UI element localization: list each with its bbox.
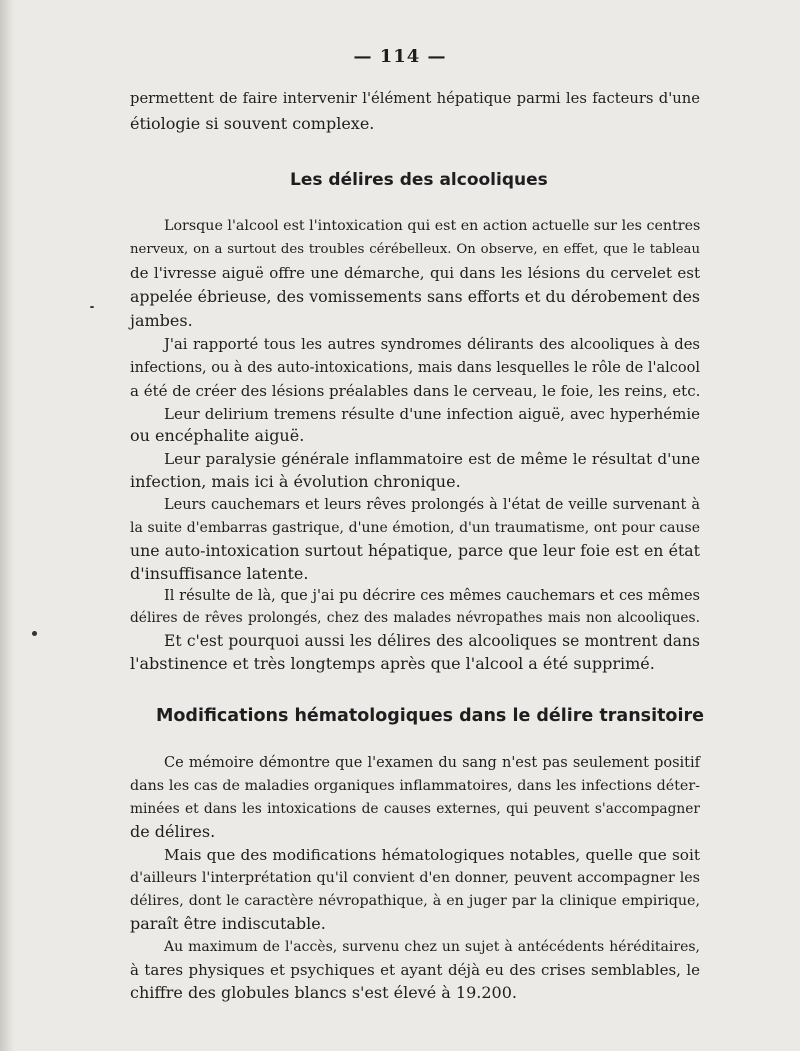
text-line: infection, mais ici à évolution chronique. bbox=[130, 472, 461, 491]
text-line: dans les cas de maladies organiques inflammatoires, dans les infections déter- bbox=[130, 778, 700, 794]
text-line: ou encéphalite aiguë. bbox=[130, 426, 305, 445]
text-line: Il résulte de là, que j'ai pu décrire ces mêmes cauchemars et ces mêmes bbox=[164, 588, 700, 604]
text-line: minées et dans les intoxications de causes externes, qui peuvent s'accompagner bbox=[130, 801, 700, 817]
text-line: la suite d'embarras gastrique, d'une émotion, d'un traumatisme, ont pour cause bbox=[130, 520, 700, 536]
text-line: Leur paralysie générale inflammatoire est de même le résultat d'une bbox=[164, 450, 700, 468]
text-line: Leurs cauchemars et leurs rêves prolongés à l'état de veille survenant à bbox=[164, 497, 700, 513]
text-line: Mais que des modifications hématologiques notables, quelle que soit bbox=[164, 846, 700, 864]
section-heading-hematologiques: Modifications hématologiques dans le délire transitoire bbox=[156, 706, 704, 726]
text-line: a été de créer des lésions préalables dans le cerveau, le foie, les reins, etc. bbox=[130, 382, 701, 400]
text-line: délires, dont le caractère névropathique, à en juger par la clinique empirique, bbox=[130, 893, 700, 909]
text-line: paraît être indiscutable. bbox=[130, 914, 326, 933]
text-line: Au maximum de l'accès, survenu chez un sujet à antécédents héréditaires, bbox=[164, 939, 700, 955]
section-heading-alcooliques: Les délires des alcooliques bbox=[290, 170, 548, 190]
text-line: d'insuffisance latente. bbox=[130, 564, 309, 583]
text-line: Leur delirium tremens résulte d'une infection aiguë, avec hyperhémie bbox=[164, 405, 700, 423]
text-line: de délires. bbox=[130, 822, 216, 841]
scan-speck bbox=[32, 631, 37, 636]
text-line: étiologie si souvent complexe. bbox=[130, 114, 375, 133]
text-line: une auto-intoxication surtout hépatique, parce que leur foie est en état bbox=[130, 541, 700, 560]
page-number: — 114 — bbox=[353, 46, 447, 67]
text-line: Lorsque l'alcool est l'intoxication qui est en action actuelle sur les centres bbox=[164, 218, 701, 234]
text-line: à tares physiques et psychiques et ayant déjà eu des crises semblables, le bbox=[130, 961, 700, 979]
text-line: d'ailleurs l'interprétation qu'il convient d'en donner, peuvent accompagner les bbox=[130, 870, 700, 886]
page-edge-shadow bbox=[0, 0, 14, 1051]
scan-speck bbox=[90, 306, 94, 308]
text-line: Et c'est pourquoi aussi les délires des alcooliques se montrent dans bbox=[164, 632, 700, 650]
text-line: Ce mémoire démontre que l'examen du sang n'est pas seulement positif bbox=[164, 755, 700, 771]
text-line: permettent de faire intervenir l'élément hépatique parmi les facteurs d'une bbox=[130, 90, 700, 107]
text-line: infections, ou à des auto-intoxications, mais dans lesquelles le rôle de l'alcool bbox=[130, 360, 700, 376]
text-line: de l'ivresse aiguë offre une démarche, qui dans les lésions du cervelet est bbox=[130, 264, 700, 282]
text-line: jambes. bbox=[130, 311, 193, 330]
text-line: J'ai rapporté tous les autres syndromes délirants des alcooliques à des bbox=[164, 336, 700, 353]
text-line: nerveux, on a surtout des troubles cérébelleux. On observe, en effet, que le tableau bbox=[130, 242, 700, 257]
text-line: l'abstinence et très longtemps après que l'alcool a été supprimé. bbox=[130, 654, 655, 673]
text-line: délires de rêves prolongés, chez des malades névropathes mais non alcooliques. bbox=[130, 610, 700, 626]
text-line: appelée ébrieuse, des vomissements sans efforts et du dérobement des bbox=[130, 287, 700, 306]
text-line: chiffre des globules blancs s'est élevé à 19.200. bbox=[130, 983, 517, 1002]
